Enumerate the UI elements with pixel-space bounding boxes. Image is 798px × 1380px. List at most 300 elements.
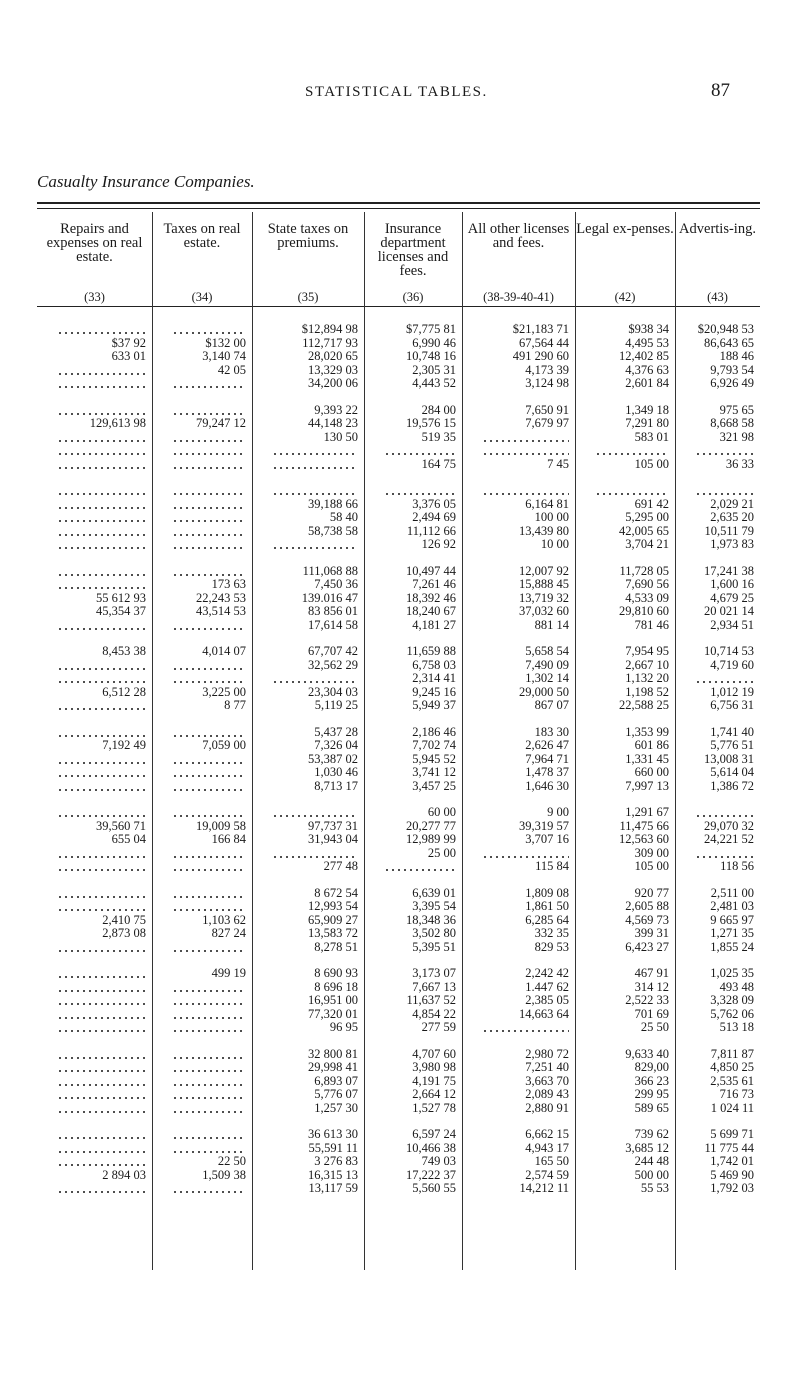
- table-cell: 2,494 69: [412, 510, 456, 524]
- dot-leader: [172, 520, 246, 522]
- table-cell: 4,943 17: [525, 1140, 569, 1155]
- table-cell: 60 00: [427, 805, 456, 819]
- table-cell: 4,181 27: [412, 617, 456, 632]
- dot-leader: [172, 574, 246, 576]
- table-cell: 5,945 52: [412, 751, 456, 766]
- table-top-rule-thin: [37, 208, 760, 209]
- table-cell: 716 73: [719, 1087, 754, 1101]
- dot-leader: [57, 909, 146, 911]
- column-divider: [252, 212, 253, 1270]
- table-cell: 17,614 58: [308, 617, 358, 632]
- table-cell: 13,583 72: [308, 926, 358, 940]
- table-cell: 96 95: [329, 1020, 358, 1034]
- table-cell: 7,450 36: [314, 577, 358, 591]
- table-cell: 1,741 40: [710, 724, 754, 739]
- table-cell: 3,704 21: [625, 537, 669, 551]
- table-cell: 10,748 16: [406, 349, 456, 363]
- table-cell: 43,514 53: [196, 604, 246, 618]
- table-cell: 7,997 13: [625, 778, 669, 793]
- column-divider: [462, 212, 463, 1270]
- table-cell: 13,439 80: [519, 523, 569, 538]
- table-cell: 24,221 52: [704, 832, 754, 846]
- table-cell: 12,007 92: [519, 563, 569, 578]
- dot-leader: [57, 547, 146, 549]
- table-cell: 589 65: [634, 1100, 669, 1115]
- table-cell: 7,954 95: [625, 644, 669, 658]
- table-cell: 701 69: [634, 1006, 669, 1021]
- table-cell: 45,354 37: [96, 604, 146, 618]
- table-cell: 4,443 52: [412, 376, 456, 390]
- table-cell: 11,637 52: [406, 993, 456, 1007]
- table-cell: $7,775 81: [406, 322, 456, 336]
- table-cell: 2,635 20: [710, 510, 754, 524]
- table-cell: 2,089 43: [525, 1087, 569, 1101]
- table-cell: 58,738 58: [308, 523, 358, 538]
- table-cell: $21,183 71: [512, 322, 569, 336]
- dot-leader: [57, 668, 146, 670]
- table-cell: 7,291 80: [625, 416, 669, 430]
- table-cell: 3,376 05: [412, 496, 456, 511]
- table-cell: 5,776 51: [710, 738, 754, 752]
- table-cell: 4,014 07: [202, 644, 246, 658]
- table-cell: 6,164 81: [525, 496, 569, 511]
- table-cell: 1,349 18: [625, 402, 669, 417]
- table-cell: 2,605 88: [625, 899, 669, 913]
- table-cell: 12,993 54: [308, 899, 358, 913]
- table-cell: 166 84: [211, 832, 246, 846]
- dot-leader: [482, 493, 569, 495]
- column-number: (36): [402, 290, 424, 304]
- table-cell: 17,222 37: [406, 1167, 456, 1182]
- table-cell: 4,679 25: [710, 590, 754, 605]
- dot-leader: [57, 453, 146, 455]
- table-cell: 1,030 46: [314, 765, 358, 779]
- dot-leader: [57, 440, 146, 442]
- dot-leader: [482, 856, 569, 858]
- dot-leader: [172, 507, 246, 509]
- dot-leader: [57, 856, 146, 858]
- table-cell: 13,008 31: [704, 751, 754, 766]
- dot-leader: [57, 735, 146, 737]
- dot-leader: [57, 708, 146, 710]
- dot-leader: [57, 976, 146, 978]
- table-cell: 77,320 01: [308, 1006, 358, 1021]
- table-cell: 3,140 74: [202, 349, 246, 363]
- dot-leader: [172, 1057, 246, 1059]
- dot-leader: [57, 1017, 146, 1019]
- dot-leader: [57, 1003, 146, 1005]
- dot-leader: [57, 950, 146, 952]
- table-cell: 13,329 03: [308, 362, 358, 377]
- table-cell: 5,776 07: [314, 1087, 358, 1101]
- table-cell: 3,328 09: [710, 993, 754, 1007]
- table-cell: $132 00: [205, 335, 246, 350]
- table-cell: 126 92: [421, 537, 456, 551]
- table-cell: 118 56: [720, 859, 754, 873]
- dot-leader: [482, 453, 569, 455]
- dot-leader: [172, 896, 246, 898]
- table-cell: 500 00: [634, 1167, 669, 1182]
- table-cell: 1,646 30: [525, 778, 569, 793]
- table-cell: 19,009 58: [196, 818, 246, 833]
- table-cell: $12,894 98: [301, 322, 358, 336]
- dot-leader: [272, 681, 358, 683]
- dot-leader: [272, 815, 358, 817]
- table-cell: 4,707 60: [412, 1046, 456, 1061]
- table-cell: 2,242 42: [525, 966, 569, 980]
- table-cell: 691 42: [634, 496, 669, 511]
- table-cell: 2,601 84: [625, 376, 669, 390]
- table-cell: 4,191 75: [412, 1073, 456, 1088]
- table-cell: 19,576 15: [406, 416, 456, 430]
- dot-leader: [595, 493, 669, 495]
- table-cell: 1,792 03: [710, 1181, 754, 1195]
- table-cell: 6,662 15: [525, 1127, 569, 1141]
- table-cell: 5,614 04: [710, 765, 754, 779]
- dot-leader: [172, 909, 246, 911]
- dot-leader: [272, 493, 358, 495]
- dot-leader: [57, 1070, 146, 1072]
- table-cell: 1,742 01: [710, 1154, 754, 1168]
- table-cell: 100 00: [534, 510, 569, 524]
- table-cell: 10,511 79: [704, 523, 754, 538]
- dot-leader: [57, 587, 146, 589]
- dot-leader: [595, 453, 669, 455]
- table-cell: 244 48: [634, 1154, 669, 1168]
- column-divider: [675, 212, 676, 1270]
- table-cell: 4,376 63: [625, 362, 669, 377]
- table-cell: 5 469 90: [710, 1167, 754, 1182]
- table-cell: 5,762 06: [710, 1006, 754, 1021]
- dot-leader: [57, 574, 146, 576]
- table-cell: 8 672 54: [314, 885, 358, 900]
- table-cell: 18,240 67: [406, 604, 456, 618]
- table-cell: 16,951 00: [308, 993, 358, 1007]
- table-cell: 7,059 00: [202, 738, 246, 752]
- table-cell: 1,291 67: [625, 805, 669, 819]
- table-cell: 6,597 24: [412, 1127, 456, 1141]
- dot-leader: [172, 681, 246, 683]
- dot-leader: [172, 950, 246, 952]
- table-cell: 29,998 41: [308, 1060, 358, 1074]
- column-header: Legal ex-penses.: [576, 221, 674, 237]
- table-cell: 3,124 98: [525, 376, 569, 390]
- table-cell: 11 775 44: [704, 1140, 754, 1155]
- dot-leader: [57, 628, 146, 630]
- dot-leader: [172, 990, 246, 992]
- table-cell: 79,247 12: [196, 416, 246, 430]
- table-cell: 5,437 28: [314, 724, 358, 739]
- table-cell: 7,326 04: [314, 738, 358, 752]
- dot-leader: [57, 534, 146, 536]
- dot-leader: [57, 869, 146, 871]
- table-cell: 37,032 60: [519, 604, 569, 618]
- table-cell: 11,475 66: [619, 818, 669, 833]
- table-cell: 1.447 62: [525, 979, 569, 994]
- dot-leader: [172, 1111, 246, 1113]
- dot-leader: [172, 668, 246, 670]
- dot-leader: [172, 856, 246, 858]
- table-cell: 827 24: [211, 926, 246, 940]
- dot-leader: [172, 1151, 246, 1153]
- table-cell: 3,502 80: [412, 926, 456, 940]
- table-cell: 277 59: [421, 1020, 456, 1034]
- table-cell: 1,012 19: [710, 684, 754, 699]
- table-cell: 55 53: [640, 1181, 669, 1195]
- table-cell: 309 00: [634, 845, 669, 860]
- dot-leader: [384, 493, 456, 495]
- table-cell: 5,949 37: [412, 698, 456, 712]
- table-cell: 1,809 08: [525, 885, 569, 900]
- table-cell: 22,588 25: [619, 698, 669, 712]
- dot-leader: [57, 1030, 146, 1032]
- table-cell: 332 35: [534, 926, 569, 940]
- table-cell: 6,893 07: [314, 1073, 358, 1088]
- table-cell: 36 613 30: [308, 1127, 358, 1141]
- dot-leader: [172, 547, 246, 549]
- table-cell: 6,758 03: [412, 657, 456, 672]
- table-cell: 8,278 51: [314, 939, 358, 954]
- page-number: 87: [711, 80, 730, 101]
- table-cell: 20 021 14: [704, 604, 754, 618]
- table-cell: 13,719 32: [519, 590, 569, 605]
- table-cell: 1,509 38: [202, 1167, 246, 1182]
- dot-leader: [172, 1097, 246, 1099]
- table-cell: 7,261 46: [412, 577, 456, 591]
- dot-leader: [272, 467, 358, 469]
- table-cell: 3,741 12: [412, 765, 456, 779]
- table-cell: 44,148 23: [308, 416, 358, 430]
- table-cell: 1,855 24: [710, 939, 754, 954]
- table-cell: 4,569 73: [625, 912, 669, 927]
- table-cell: 115 84: [535, 859, 569, 873]
- table-cell: 660 00: [634, 765, 669, 779]
- page-header: [0, 80, 798, 104]
- column-number: (33): [84, 290, 105, 304]
- dot-leader: [172, 467, 246, 469]
- table-cell: 17,241 38: [704, 563, 754, 578]
- table-cell: 6,756 31: [710, 698, 754, 712]
- dot-leader: [57, 467, 146, 469]
- table-cell: 2,934 51: [710, 617, 754, 632]
- table-cell: 975 65: [719, 402, 754, 417]
- table-cell: 39,319 57: [519, 818, 569, 833]
- table-cell: 105 00: [634, 456, 669, 471]
- dot-leader: [57, 1191, 146, 1193]
- dot-leader: [172, 1070, 246, 1072]
- table-cell: 12,989 99: [406, 832, 456, 846]
- table-cell: 583 01: [634, 429, 669, 444]
- table-cell: 8 690 93: [314, 966, 358, 980]
- table-cell: 10,466 38: [406, 1140, 456, 1155]
- dot-leader: [57, 413, 146, 415]
- table-cell: 2,481 03: [710, 899, 754, 913]
- table-cell: 22,243 53: [196, 590, 246, 605]
- table-cell: 3,685 12: [625, 1140, 669, 1155]
- table-cell: 11,112 66: [406, 523, 456, 538]
- table-cell: 5 699 71: [710, 1127, 754, 1141]
- table-cell: 53,387 02: [308, 751, 358, 766]
- table-cell: 519 35: [421, 429, 456, 444]
- table-cell: 2,385 05: [525, 993, 569, 1007]
- dot-leader: [172, 386, 246, 388]
- table-cell: 2,314 41: [412, 671, 456, 685]
- column-header: Advertis-ing.: [679, 221, 756, 237]
- table-cell: 6,926 49: [710, 376, 754, 390]
- table-cell: 12,563 60: [619, 832, 669, 846]
- table-cell: 6,639 01: [412, 885, 456, 900]
- table-cell: 2,522 33: [625, 993, 669, 1007]
- table-cell: 9,245 16: [412, 684, 456, 699]
- table-cell: 277 48: [323, 859, 358, 873]
- table-cell: 8 696 18: [314, 979, 358, 994]
- table-cell: 366 23: [634, 1073, 669, 1088]
- column-divider: [364, 212, 365, 1270]
- table-cell: 29,810 60: [619, 604, 669, 618]
- table-cell: 5,119 25: [314, 698, 358, 712]
- dot-leader: [695, 681, 754, 683]
- table-cell: 11,659 88: [406, 644, 456, 658]
- table-cell: 9 665 97: [710, 912, 754, 927]
- table-cell: 2,029 21: [710, 496, 754, 511]
- dot-leader: [57, 507, 146, 509]
- table-cell: 3,173 07: [412, 966, 456, 980]
- dot-leader: [57, 789, 146, 791]
- table-cell: 5,658 54: [525, 644, 569, 658]
- dot-leader: [172, 493, 246, 495]
- table-cell: 499 19: [211, 966, 246, 980]
- running-title: STATISTICAL TABLES.: [305, 84, 488, 100]
- table-cell: 14,212 11: [519, 1181, 569, 1195]
- dot-leader: [57, 373, 146, 375]
- table-cell: 16,315 13: [308, 1167, 358, 1182]
- table-cell: 65,909 27: [308, 912, 358, 927]
- table-cell: 1,302 14: [525, 671, 569, 685]
- dot-leader: [57, 1057, 146, 1059]
- table-cell: $37 92: [111, 335, 146, 350]
- dot-leader: [272, 547, 358, 549]
- table-cell: 2,880 91: [525, 1100, 569, 1115]
- table-cell: 67,564 44: [519, 335, 569, 350]
- table-cell: 1,386 72: [710, 778, 754, 793]
- table-cell: 881 14: [534, 617, 569, 632]
- table-cell: 739 62: [634, 1127, 669, 1141]
- dot-leader: [172, 332, 246, 334]
- table-cell: 5,295 00: [625, 510, 669, 524]
- table-cell: 183 30: [534, 724, 569, 739]
- table-cell: 2,511 00: [710, 885, 754, 900]
- table-cell: 1,353 99: [625, 724, 669, 739]
- dot-leader: [172, 815, 246, 817]
- table-cell: 14,663 64: [519, 1006, 569, 1021]
- column-header: Insurance department licenses and fees.: [377, 221, 449, 279]
- dot-leader: [272, 856, 358, 858]
- dot-leader: [57, 896, 146, 898]
- table-cell: 4,173 39: [525, 362, 569, 377]
- column-number: (35): [297, 290, 319, 304]
- table-cell: 9,633 40: [625, 1046, 669, 1061]
- dot-leader: [57, 762, 146, 764]
- table-cell: 55,591 11: [308, 1140, 358, 1155]
- table-cell: 83 856 01: [308, 604, 358, 618]
- header-bottom-rule: [37, 306, 760, 307]
- table-cell: 7,811 87: [710, 1046, 754, 1061]
- table-cell: 7,679 97: [525, 416, 569, 430]
- table-cell: 1,478 37: [525, 765, 569, 779]
- table-cell: 7,690 56: [625, 577, 669, 591]
- dot-leader: [172, 1003, 246, 1005]
- table-cell: 42 05: [217, 362, 246, 377]
- table-cell: 1,257 30: [314, 1100, 358, 1115]
- table-cell: 39,188 66: [308, 496, 358, 511]
- table-cell: 67,707 42: [308, 644, 358, 658]
- table-cell: 32,562 29: [308, 657, 358, 672]
- table-cell: 42,005 65: [619, 523, 669, 538]
- table-cell: 2,626 47: [525, 738, 569, 752]
- table-cell: 491 290 60: [512, 349, 569, 363]
- table-cell: 7,964 71: [525, 751, 569, 766]
- table-cell: 173 63: [211, 577, 246, 591]
- table-cell: 111,068 88: [302, 563, 358, 578]
- table-cell: 97,737 31: [308, 818, 358, 833]
- table-cell: 2,186 46: [412, 724, 456, 739]
- table-cell: 7 45: [547, 456, 569, 471]
- table-cell: 29,070 32: [704, 818, 754, 833]
- table-cell: 23,304 03: [308, 684, 358, 699]
- table-top-rule: [37, 202, 760, 204]
- section-title: Casualty Insurance Companies.: [37, 172, 255, 191]
- table-cell: 18,348 36: [406, 912, 456, 927]
- column-header: Repairs and expenses on real estate.: [46, 221, 143, 265]
- table-cell: 655 04: [111, 832, 146, 846]
- table-cell: 8 77: [224, 698, 246, 712]
- table-cell: 12,402 85: [619, 349, 669, 363]
- table-cell: 4,495 53: [625, 335, 669, 350]
- table-cell: 2,574 59: [525, 1167, 569, 1182]
- table-cell: 130 50: [323, 429, 358, 444]
- table-cell: 4,533 09: [625, 590, 669, 605]
- table-cell: 15,888 45: [519, 577, 569, 591]
- table-cell: 2,980 72: [525, 1046, 569, 1061]
- table-cell: 10,714 53: [704, 644, 754, 658]
- table-cell: 139.016 47: [301, 590, 358, 605]
- table-cell: 9,793 54: [710, 362, 754, 377]
- table-cell: 32 800 81: [308, 1046, 358, 1061]
- table-cell: 28,020 65: [308, 349, 358, 363]
- dot-leader: [384, 869, 456, 871]
- dot-leader: [384, 453, 456, 455]
- table-cell: 2,535 61: [710, 1073, 754, 1088]
- table-cell: 4,854 22: [412, 1006, 456, 1021]
- table-cell: 8,668 58: [710, 416, 754, 430]
- column-divider: [575, 212, 576, 1270]
- dot-leader: [57, 775, 146, 777]
- table-cell: 2,664 12: [412, 1087, 456, 1101]
- table-cell: 34,200 06: [308, 376, 358, 390]
- table-cell: 1,527 78: [412, 1100, 456, 1115]
- table-cell: 3,980 98: [412, 1060, 456, 1074]
- dot-leader: [57, 386, 146, 388]
- table-cell: 2 894 03: [102, 1167, 146, 1182]
- dot-leader: [482, 440, 569, 442]
- dot-leader: [172, 775, 246, 777]
- table-cell: 3,395 54: [412, 899, 456, 913]
- table-cell: 11,728 05: [619, 563, 669, 578]
- dot-leader: [57, 1164, 146, 1166]
- table-cell: 1,103 62: [202, 912, 246, 927]
- table-cell: 1 024 11: [710, 1100, 754, 1115]
- column-header: Taxes on real estate.: [163, 221, 241, 251]
